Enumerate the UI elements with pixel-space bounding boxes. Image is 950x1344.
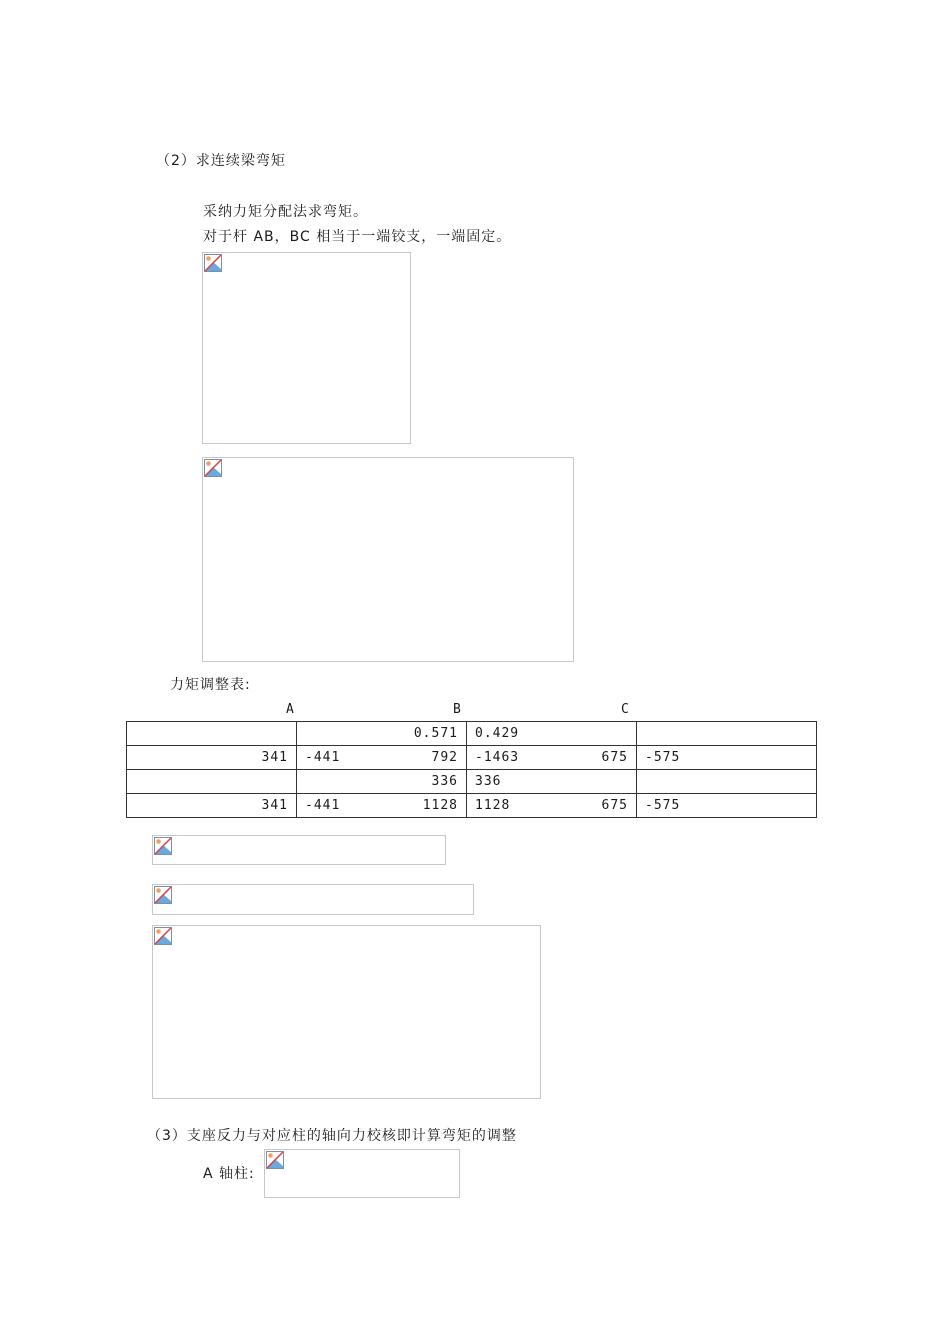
image-placeholder-2 [202,457,574,662]
table-cell [297,746,467,770]
a-column-label: A 轴柱: [203,1166,255,1182]
table-cell [467,722,637,746]
table-cell: 341 [127,746,297,770]
table-cell [297,722,467,746]
table-cell-right: 792 [431,750,458,765]
table-label: 力矩调整表: [170,677,251,693]
table-cell [467,770,637,794]
broken-image-icon [266,1151,284,1169]
table-row [127,794,817,818]
table-cell [637,722,817,746]
table-row [127,722,817,746]
table-cell-left: -441 [305,798,341,813]
table-cell-right: 336 [431,774,458,789]
table-row [127,770,817,794]
image-placeholder-6 [264,1149,460,1198]
table-cell-left: 336 [475,774,502,789]
table-cell-left: -441 [305,750,341,765]
bar-description: 对于杆 AB，BC 相当于一端铰支，一端固定。 [203,229,512,245]
image-placeholder-4 [152,884,474,915]
section-3-heading: （3）支座反力与对应柱的轴向力校核即计算弯矩的调整 [147,1128,517,1144]
table-cell [127,722,297,746]
column-label-c: C [621,702,629,717]
column-label-a: A [286,702,294,717]
table-cell [297,770,467,794]
moment-adjustment-table [126,721,817,818]
image-placeholder-3 [152,835,446,865]
method-description: 采纳力矩分配法求弯矩。 [203,204,368,220]
table-cell [467,794,637,818]
table-cell [637,770,817,794]
table-cell [297,794,467,818]
table-cell-right: 1128 [422,798,458,813]
broken-image-icon [204,254,222,272]
table-cell-left: 1128 [475,798,511,813]
broken-image-icon [154,927,172,945]
table-cell-right: 675 [601,798,628,813]
table-cell: -575 [637,746,817,770]
table-row [127,746,817,770]
table-cell-right: 675 [601,750,628,765]
table-cell: 341 [127,794,297,818]
table-cell [127,770,297,794]
table-cell: -575 [637,794,817,818]
table-cell-left: -1463 [475,750,520,765]
column-label-b: B [453,702,461,717]
broken-image-icon [154,886,172,904]
table-cell-right: 0.571 [413,726,458,741]
section-2-heading: （2）求连续梁弯矩 [156,153,286,169]
table-cell [467,746,637,770]
image-placeholder-5 [152,925,541,1099]
broken-image-icon [204,459,222,477]
table-cell-left: 0.429 [475,726,520,741]
broken-image-icon [154,837,172,855]
image-placeholder-1 [202,252,411,444]
